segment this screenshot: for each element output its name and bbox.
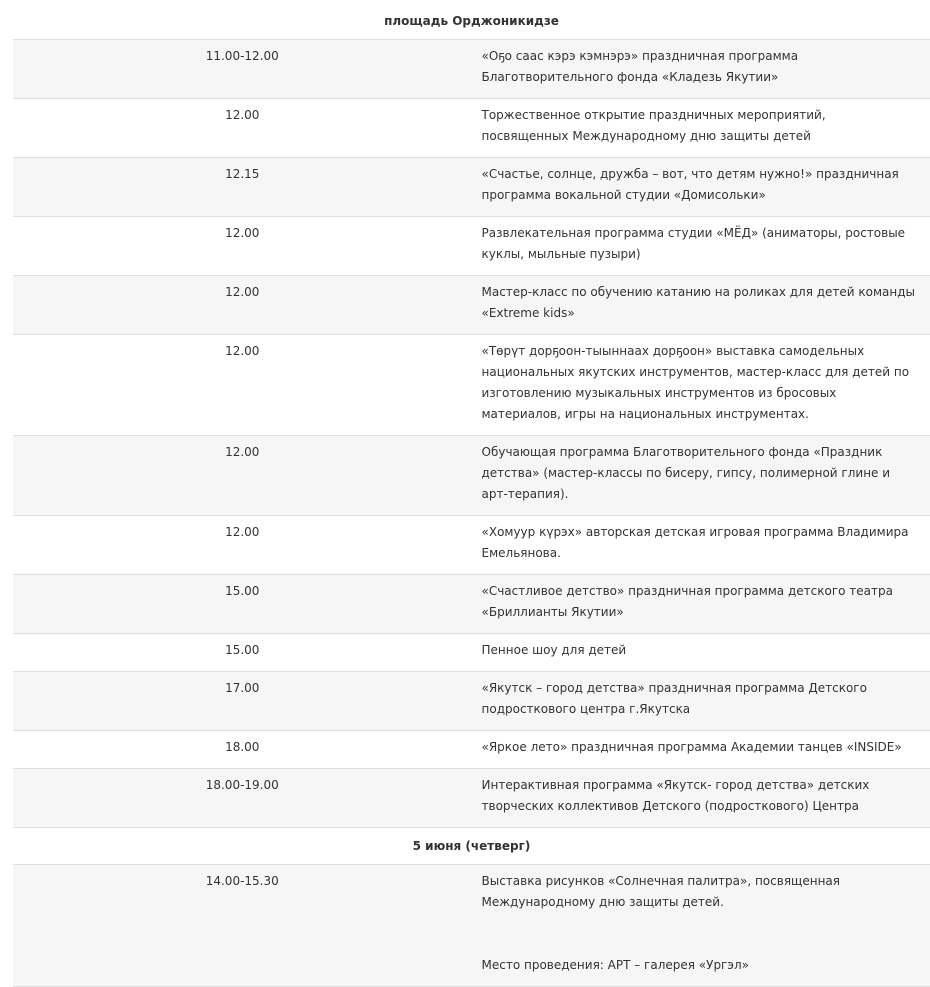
table-row xyxy=(13,158,930,217)
event-description: «Якутск – город детства» праздничная программа Детского подросткового центра г.Якутска xyxy=(472,672,930,731)
event-time: 15.00 xyxy=(13,575,472,634)
table-row xyxy=(13,40,930,99)
table-row xyxy=(13,731,930,769)
table-row xyxy=(13,516,930,575)
venue-title: площадь Орджоникидзе xyxy=(13,3,930,40)
section-header-venue xyxy=(13,3,930,40)
event-description xyxy=(472,865,930,987)
section-header-date xyxy=(13,828,930,865)
event-time: 17.00 xyxy=(13,672,472,731)
table-row xyxy=(13,672,930,731)
event-description: «Төрүт дорҕоон-тыыннаах дорҕоон» выставка самодельных национальных якутских инструментов, мастер-класс для детей по изготовлению музыкальных инструментов из бросовых материалов, игры на национальных инструментах. xyxy=(472,335,930,436)
table-row xyxy=(13,634,930,672)
table-row xyxy=(13,99,930,158)
event-time: 12.00 xyxy=(13,335,472,436)
table-row xyxy=(13,335,930,436)
event-time: 14.00-15.30 xyxy=(13,865,472,987)
date-title: 5 июня (четверг) xyxy=(13,828,930,865)
event-time: 11.00-12.00 xyxy=(13,40,472,99)
event-description: Пенное шоу для детей xyxy=(472,634,930,672)
table-row xyxy=(13,436,930,516)
event-time: 15.00 xyxy=(13,634,472,672)
event-time: 12.00 xyxy=(13,217,472,276)
event-description: «Яркое лето» праздничная программа Академии танцев «INSIDE» xyxy=(472,731,930,769)
table-row xyxy=(13,276,930,335)
event-time: 12.00 xyxy=(13,436,472,516)
event-description: Интерактивная программа «Якутск- город детства» детских творческих коллективов Детского (подросткового) Центра xyxy=(472,769,930,828)
event-text: Выставка рисунков «Солнечная палитра», посвященная Международному дню защиты детей. xyxy=(482,874,840,909)
table-row xyxy=(13,865,930,987)
table-row xyxy=(13,769,930,828)
table-row xyxy=(13,575,930,634)
event-time: 12.00 xyxy=(13,99,472,158)
event-description: Развлекательная программа студии «МЁД» (аниматоры, ростовые куклы, мыльные пузыри) xyxy=(472,217,930,276)
event-description: Торжественное открытие праздничных мероприятий, посвященных Международному дню защиты детей xyxy=(472,99,930,158)
event-time: 12.00 xyxy=(13,276,472,335)
event-description: «Оҕо саас кэрэ кэмнэрэ» праздничная программа Благотворительного фонда «Кладезь Якутии» xyxy=(472,40,930,99)
event-description: Обучающая программа Благотворительного фонда «Праздник детства» (мастер-классы по бисеру, гипсу, полимерной глине и арт-терапия). xyxy=(472,436,930,516)
event-description: Мастер-класс по обучению катанию на роликах для детей команды «Extreme kids» xyxy=(472,276,930,335)
event-description: «Счастье, солнце, дружба – вот, что детям нужно!» праздничная программа вокальной студии «Домисольки» xyxy=(472,158,930,217)
schedule-table xyxy=(13,3,930,987)
event-venue: Место проведения: АРТ – галерея «Ургэл» xyxy=(482,955,917,976)
event-time: 12.00 xyxy=(13,516,472,575)
event-description: «Хомуур күрэх» авторская детская игровая программа Владимира Емельянова. xyxy=(472,516,930,575)
event-time: 18.00-19.00 xyxy=(13,769,472,828)
event-time: 12.15 xyxy=(13,158,472,217)
event-description: «Счастливое детство» праздничная программа детского театра «Бриллианты Якутии» xyxy=(472,575,930,634)
table-row xyxy=(13,217,930,276)
event-time: 18.00 xyxy=(13,731,472,769)
